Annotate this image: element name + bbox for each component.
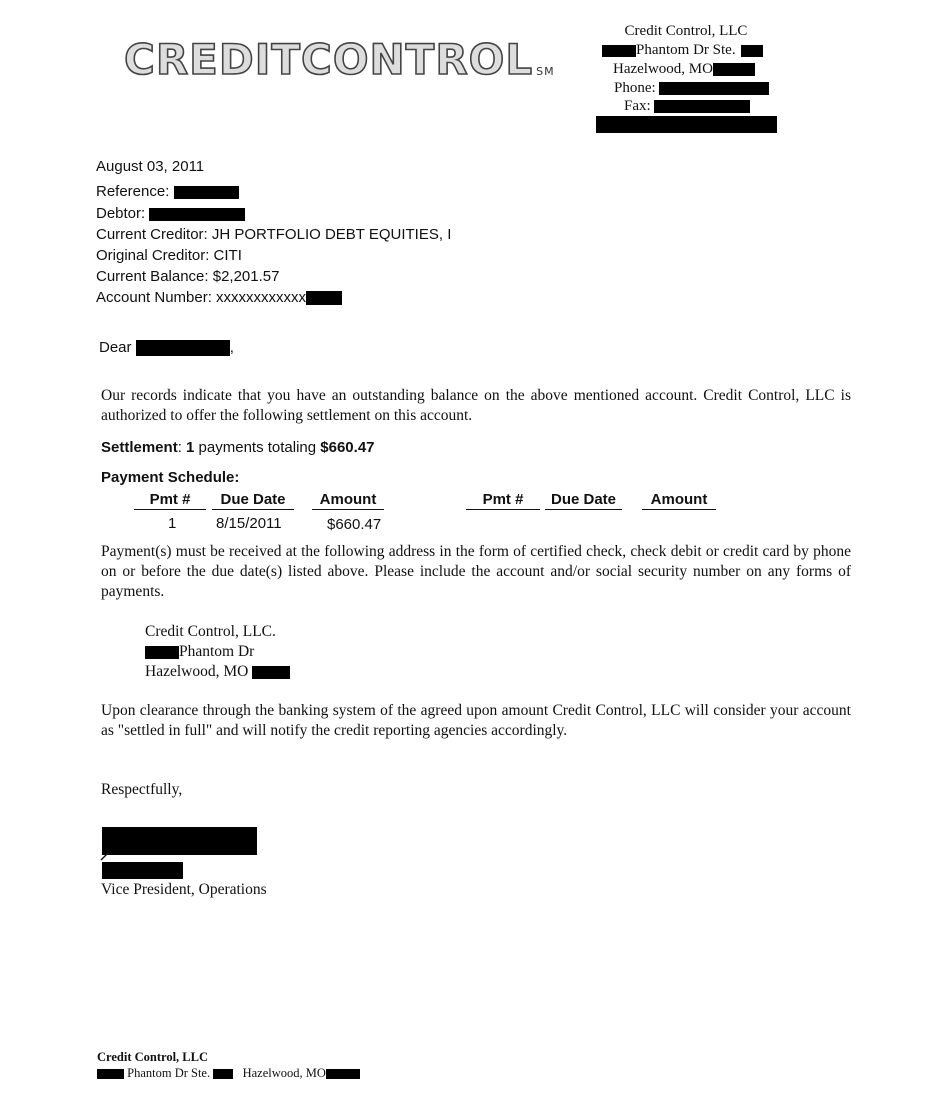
footer-city: Hazelwood, MO xyxy=(242,1066,326,1080)
salutation-punct: , xyxy=(229,339,234,356)
settlement-amount: $660.47 xyxy=(320,439,375,456)
settlement-count: 1 xyxy=(186,439,195,456)
settlement-label: Settlement xyxy=(101,439,178,456)
schedule-title: Payment Schedule: xyxy=(101,469,240,486)
footer-street: Phantom Dr Ste. xyxy=(127,1066,211,1080)
remit-name: Credit Control, LLC. xyxy=(145,623,276,640)
clearance-paragraph: Upon clearance through the banking system of the agreed upon amount Credit Control, LLC will consider your account as "settled in full" and will notify the credit reporting agencies accordingly. xyxy=(101,702,851,739)
redaction xyxy=(654,100,750,113)
redaction xyxy=(213,1069,233,1079)
redaction xyxy=(741,45,763,57)
company-header xyxy=(600,22,772,41)
redaction xyxy=(136,340,230,356)
col-header-due-date: Due Date xyxy=(212,491,294,510)
redaction xyxy=(596,116,777,133)
redaction xyxy=(97,1069,124,1079)
redaction xyxy=(713,63,755,76)
letter-date: August 03, 2011 xyxy=(96,158,205,175)
redaction xyxy=(602,45,636,57)
current-balance: Current Balance: $2,201.57 xyxy=(96,268,280,285)
closing: Respectfully, xyxy=(101,781,183,798)
schedule-pmt-number: 1 xyxy=(168,515,177,532)
settlement-text: payments totaling xyxy=(194,439,321,456)
signer-name-redaction xyxy=(102,862,183,879)
signature-stroke xyxy=(99,848,113,862)
account-number-line xyxy=(96,287,342,308)
redaction xyxy=(326,1069,360,1079)
redaction xyxy=(174,186,239,199)
schedule-due-date: 8/15/2011 xyxy=(216,515,282,532)
footer-company-name: Credit Control, LLC xyxy=(97,1050,208,1064)
original-creditor: Original Creditor: CITI xyxy=(96,247,242,264)
redaction xyxy=(306,291,342,305)
reference-label: Reference: xyxy=(96,183,170,200)
current-creditor: Current Creditor: JH PORTFOLIO DEBT EQUITIES, I xyxy=(96,226,452,243)
signature-redaction xyxy=(102,827,257,855)
remit-street: Phantom Dr xyxy=(179,643,255,660)
redaction xyxy=(145,646,179,659)
header-phone-label: Phone: xyxy=(614,80,656,96)
header-fax-label: Fax: xyxy=(624,98,651,114)
header-city-line xyxy=(613,60,755,79)
schedule-amount: $660.47 xyxy=(327,516,382,533)
logo-wordmark: CREDITCONTROL xyxy=(124,35,534,84)
service-mark: SM xyxy=(536,65,555,78)
redaction xyxy=(149,208,245,221)
col-header-amount-2: Amount xyxy=(642,491,716,510)
redaction xyxy=(659,82,769,95)
reference-line xyxy=(96,181,239,202)
col-header-pmt-2: Pmt # xyxy=(466,491,540,510)
col-header-due-date-2: Due Date xyxy=(545,491,622,510)
debtor-label: Debtor: xyxy=(96,205,146,222)
header-phone-line xyxy=(614,79,769,98)
intro-paragraph: Our records indicate that you have an outstanding balance on the above mentioned account. Credit Control, LLC is authorized to offer the following settlement on this account. xyxy=(101,387,851,424)
col-header-pmt: Pmt # xyxy=(134,491,206,510)
settlement-line: Settlement: 1 payments totaling $660.47 xyxy=(101,439,375,456)
redaction xyxy=(252,666,290,679)
header-street-line xyxy=(602,41,763,60)
salutation-greeting: Dear xyxy=(99,339,132,356)
header-street: Phantom Dr Ste. xyxy=(636,42,736,58)
remit-address xyxy=(145,622,290,682)
signer-title: Vice President, Operations xyxy=(101,881,267,898)
col-header-amount: Amount xyxy=(312,491,384,510)
footer-address xyxy=(97,1066,360,1081)
company-logo xyxy=(124,30,555,90)
header-company-name: Credit Control, LLC xyxy=(624,23,748,39)
remit-street-line xyxy=(145,642,290,662)
salutation xyxy=(99,337,234,358)
debtor-line xyxy=(96,203,245,224)
remit-city: Hazelwood, MO xyxy=(145,663,249,680)
header-city: Hazelwood, MO xyxy=(613,61,713,77)
payment-instructions: Payment(s) must be received at the following address in the form of certified check, check debit or credit card by phone on or before the due date(s) listed above. Please include the account and/or social security number on any forms of payments. xyxy=(101,543,851,600)
header-fax-line xyxy=(624,97,750,116)
account-number-label: Account Number: xxxxxxxxxxxx xyxy=(96,289,307,306)
remit-city-line xyxy=(145,662,290,682)
